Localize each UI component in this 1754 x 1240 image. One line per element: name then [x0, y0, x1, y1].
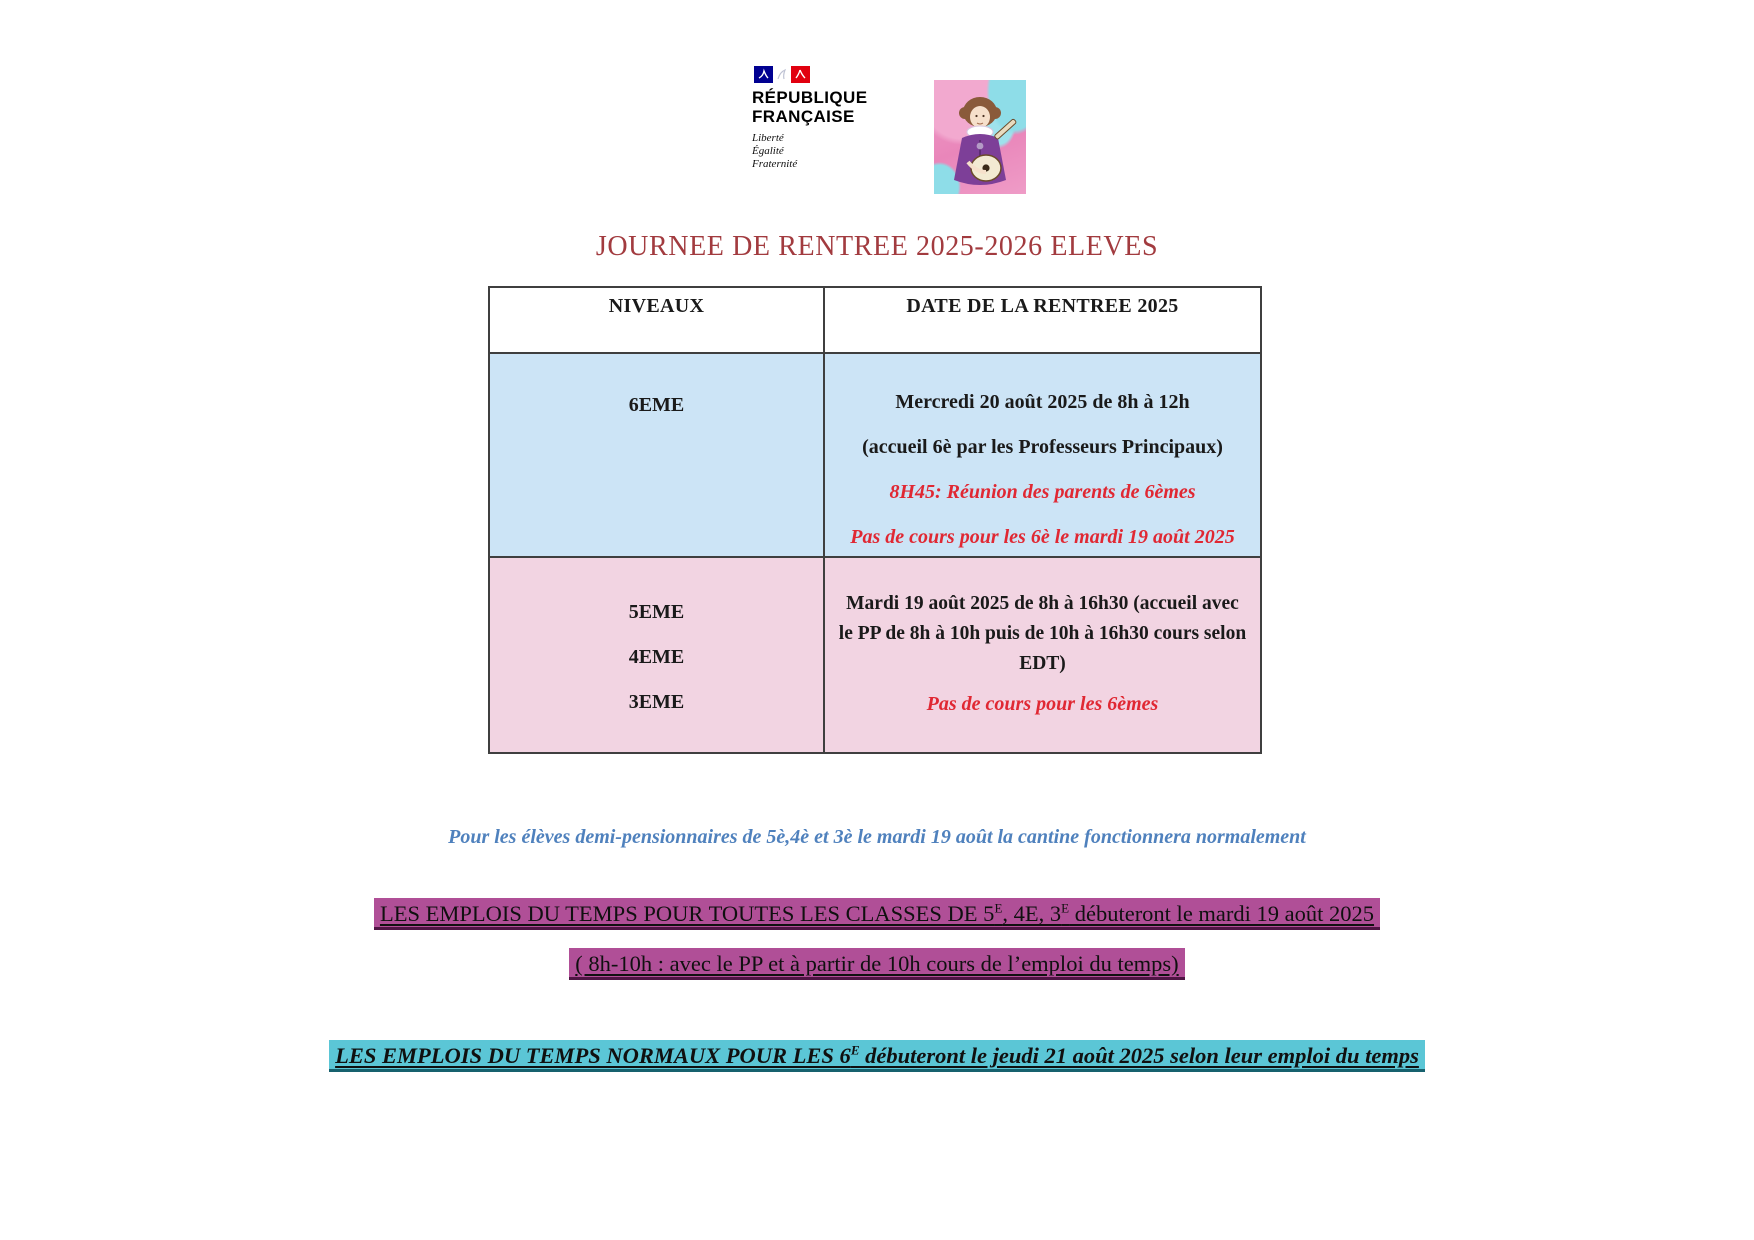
table-header-date: DATE DE LA RENTREE 2025: [906, 295, 1179, 317]
level-4eme: 4EME: [628, 646, 685, 668]
french-flag-icon: [754, 66, 810, 83]
highlight-horaires-pp: [0, 951, 1754, 977]
hl3-part1: LES EMPLOIS DU TEMPS NORMAUX POUR LES 6: [335, 1043, 851, 1068]
hl3-part2: débuteront le jeudi 21 août 2025 selon leur emploi du temps: [859, 1043, 1419, 1068]
line-pas-de-cours-6emes: Pas de cours pour les 6èmes: [926, 693, 1159, 715]
highlight-emplois-temps-classes: [0, 901, 1754, 927]
hl1-part3: débuteront le mardi 19 août 2025: [1069, 901, 1375, 926]
line-mardi-paragraph: Mardi 19 août 2025 de 8h à 16h30 (accueil avec le PP de 8h à 10h puis de 10h à 16h30 cours selon EDT): [838, 593, 1247, 674]
motto-egalite: Égalité: [752, 145, 784, 157]
hl1-part2: , 4E, 3: [1002, 901, 1062, 926]
motto-liberte: Liberté: [752, 132, 784, 144]
table-header-row: [490, 288, 1260, 352]
flag-blue-band: [754, 66, 773, 83]
motto-text: [752, 132, 952, 171]
rentree-table: [488, 286, 1262, 754]
republique-line1: RÉPUBLIQUE: [752, 88, 868, 107]
highlight-emplois-temps-6e: [0, 1043, 1754, 1069]
table-header-niveaux: NIVEAUX: [490, 288, 825, 352]
hl3-sup1: E: [850, 1042, 860, 1058]
cantine-note: Pour les élèves demi-pensionnaires de 5è,4è et 3è le mardi 19 août la cantine fonctionnera normalement: [448, 826, 1306, 848]
line-accueil: (accueil 6è par les Professeurs Principaux): [862, 436, 1223, 458]
highlight-magenta-band-1: [374, 898, 1380, 930]
school-logo-portrait-woman-with-guitar-icon: [934, 80, 1026, 194]
date-cell-5-4-3: [825, 558, 1260, 752]
hl1-sup2: E: [1061, 900, 1070, 916]
highlight-cyan-band: [329, 1040, 1425, 1072]
motto-fraternite: Fraternité: [752, 158, 798, 170]
table-row-6eme: [490, 352, 1260, 556]
level-5eme: 5EME: [628, 601, 685, 623]
level-cell-6eme: 6EME: [490, 354, 825, 556]
republique-francaise-logo: [752, 66, 952, 171]
date-cell-6eme: [825, 354, 1260, 556]
table-row-5-4-3eme: [490, 556, 1260, 752]
level-3eme: 3EME: [628, 691, 685, 713]
republique-line2: FRANÇAISE: [752, 107, 855, 126]
flag-red-band: [791, 66, 810, 83]
hl1-sup1: E: [994, 900, 1003, 916]
line-reunion-parents: 8H45: Réunion des parents de 6èmes: [889, 481, 1196, 503]
flag-marianne-band: [773, 66, 791, 83]
republique-wordmark: [752, 88, 952, 126]
line-pas-de-cours-6e: Pas de cours pour les 6è le mardi 19 août 2025: [850, 526, 1235, 548]
level-cell-5-4-3: [490, 558, 825, 752]
hl1-part1: LES EMPLOIS DU TEMPS POUR TOUTES LES CLASSES DE 5: [379, 901, 995, 926]
highlight-magenta-band-2: ( 8h-10h : avec le PP et à partir de 10h cours de l’emploi du temps): [569, 948, 1184, 980]
page-title: JOURNEE DE RENTREE 2025-2026 ELEVES: [595, 231, 1159, 262]
line-mercredi: Mercredi 20 août 2025 de 8h à 12h: [895, 391, 1190, 413]
